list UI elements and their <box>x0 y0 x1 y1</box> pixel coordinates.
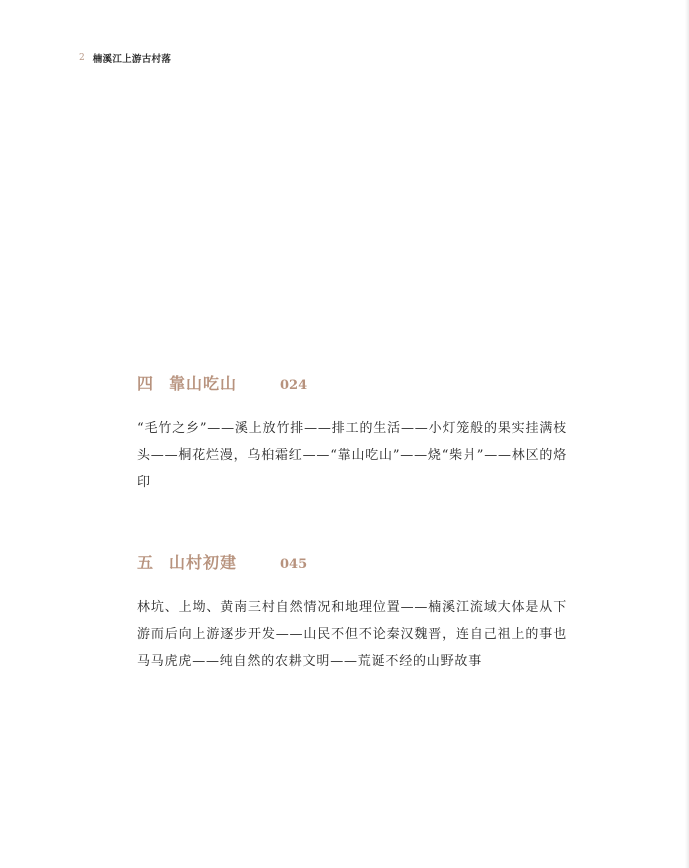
section-page-number: 045 <box>280 557 308 572</box>
toc-section-4 <box>137 371 567 496</box>
page-edge-shadow <box>685 0 689 868</box>
section-summary: “毛竹之乡”——溪上放竹排——排工的生活——小灯笼般的果实挂满枝头——桐花烂漫，乌桕霜红——“靠山吃山”——烧“柴爿”——林区的烙印 <box>137 421 567 490</box>
section-title: 山村初建 <box>169 553 238 572</box>
section-title: 靠山吃山 <box>169 374 238 393</box>
toc-section-heading <box>137 371 567 395</box>
running-header <box>79 51 171 65</box>
book-title: 楠溪江上游古村落 <box>92 54 172 65</box>
section-summary: 林坑、上坳、黄南三村自然情况和地理位置——楠溪江流域大体是从下游而后向上游逐步开发——山民不但不论秦汉魏晋，连自己祖上的事也马马虎虎——纯自然的农耕文明——荒诞不经的山野故事 <box>137 600 567 669</box>
section-page-number: 024 <box>280 378 308 393</box>
toc-section-heading <box>137 550 567 574</box>
page-number: 2 <box>79 53 85 63</box>
section-number: 四 <box>137 374 154 393</box>
section-number: 五 <box>137 553 154 572</box>
toc-section-5 <box>137 550 567 675</box>
